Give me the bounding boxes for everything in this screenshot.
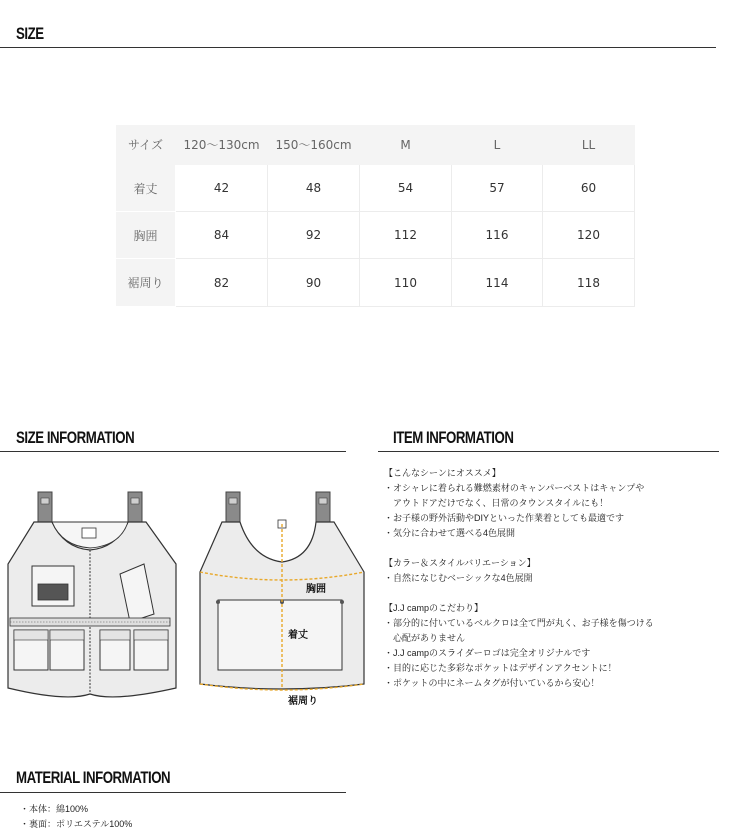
info-line: 【J.J campのこだわり】: [384, 603, 484, 613]
info-line: 【こんなシーンにオススメ】: [384, 468, 501, 478]
table-cell: 90: [268, 259, 360, 307]
row-label: 着丈: [116, 165, 176, 212]
size-information-rule: [0, 451, 346, 452]
header-cell: M: [360, 125, 452, 165]
left-strap: [226, 492, 240, 524]
table-row: [116, 212, 635, 259]
material-line: ・裏面：ポリエステル100%: [20, 819, 133, 829]
info-line: 【カラー＆スタイルバリエーション】: [384, 558, 536, 568]
header-cell: L: [452, 125, 543, 165]
size-heading-rule: [0, 47, 716, 48]
row-label: 胸囲: [116, 212, 176, 259]
back-pocket: [218, 600, 342, 670]
header-cell: サイズ: [116, 125, 176, 165]
hem-label: 裾周り: [288, 696, 318, 707]
info-line: ・お子様の野外活動やDIYといった作業着としても最適です: [384, 513, 625, 523]
header-cell: LL: [543, 125, 635, 165]
material-line: ・本体：綿100%: [20, 804, 89, 814]
item-information-heading: ITEM INFORMATION: [393, 428, 514, 447]
table-row: [116, 165, 635, 212]
table-cell: 114: [452, 259, 543, 307]
size-table: [116, 125, 635, 307]
table-cell: 84: [176, 212, 268, 259]
material-information-heading: MATERIAL INFORMATION: [16, 768, 171, 787]
table-cell: 48: [268, 165, 360, 212]
info-line: アウトドアだけでなく、日常のタウンスタイルにも！: [384, 498, 609, 508]
left-strap: [38, 492, 52, 524]
info-line: ・目的に応じた多彩なポケットはデザインアクセントに！: [384, 663, 617, 673]
table-cell: 60: [543, 165, 635, 212]
table-cell: 116: [452, 212, 543, 259]
header-cell: 150〜160cm: [268, 125, 360, 165]
size-heading: SIZE: [16, 24, 44, 43]
table-cell: 112: [360, 212, 452, 259]
row-label: 裾周り: [116, 259, 176, 307]
right-strap: [316, 492, 330, 524]
table-cell: 120: [543, 212, 635, 259]
table-cell: 118: [543, 259, 635, 307]
info-line: 心配がありません: [384, 633, 466, 643]
header-cell: 120〜130cm: [176, 125, 268, 165]
logo-patch: [82, 528, 96, 538]
vest-back-illustration: [196, 488, 368, 708]
table-cell: 54: [360, 165, 452, 212]
vest-front-illustration: [4, 488, 182, 702]
info-line: ・気分に合わせて選べる4色展開: [384, 528, 516, 538]
table-cell: 42: [176, 165, 268, 212]
chest-label: 胸囲: [306, 584, 326, 595]
info-line: ・部分的に付いているベルクロは全て門が丸く、お子様を傷つける: [384, 618, 654, 628]
table-cell: 82: [176, 259, 268, 307]
info-line: ・J.J campのスライダーロゴは完全オリジナルです: [384, 648, 591, 658]
length-label: 着丈: [288, 630, 308, 641]
size-table-header: [116, 125, 635, 165]
table-row: [116, 259, 635, 307]
material-information-rule: [0, 792, 346, 793]
table-cell: 57: [452, 165, 543, 212]
right-strap: [128, 492, 142, 524]
size-information-heading: SIZE INFORMATION: [16, 428, 135, 447]
info-line: ・オシャレに着られる難燃素材のキャンパーベストはキャンプや: [384, 483, 645, 493]
table-cell: 110: [360, 259, 452, 307]
info-line: ・自然になじむベーシックな4色展開: [384, 573, 533, 583]
item-information-rule: [378, 451, 719, 452]
info-line: ・ポケットの中にネームタグが付いているから安心！: [384, 678, 600, 688]
table-cell: 92: [268, 212, 360, 259]
